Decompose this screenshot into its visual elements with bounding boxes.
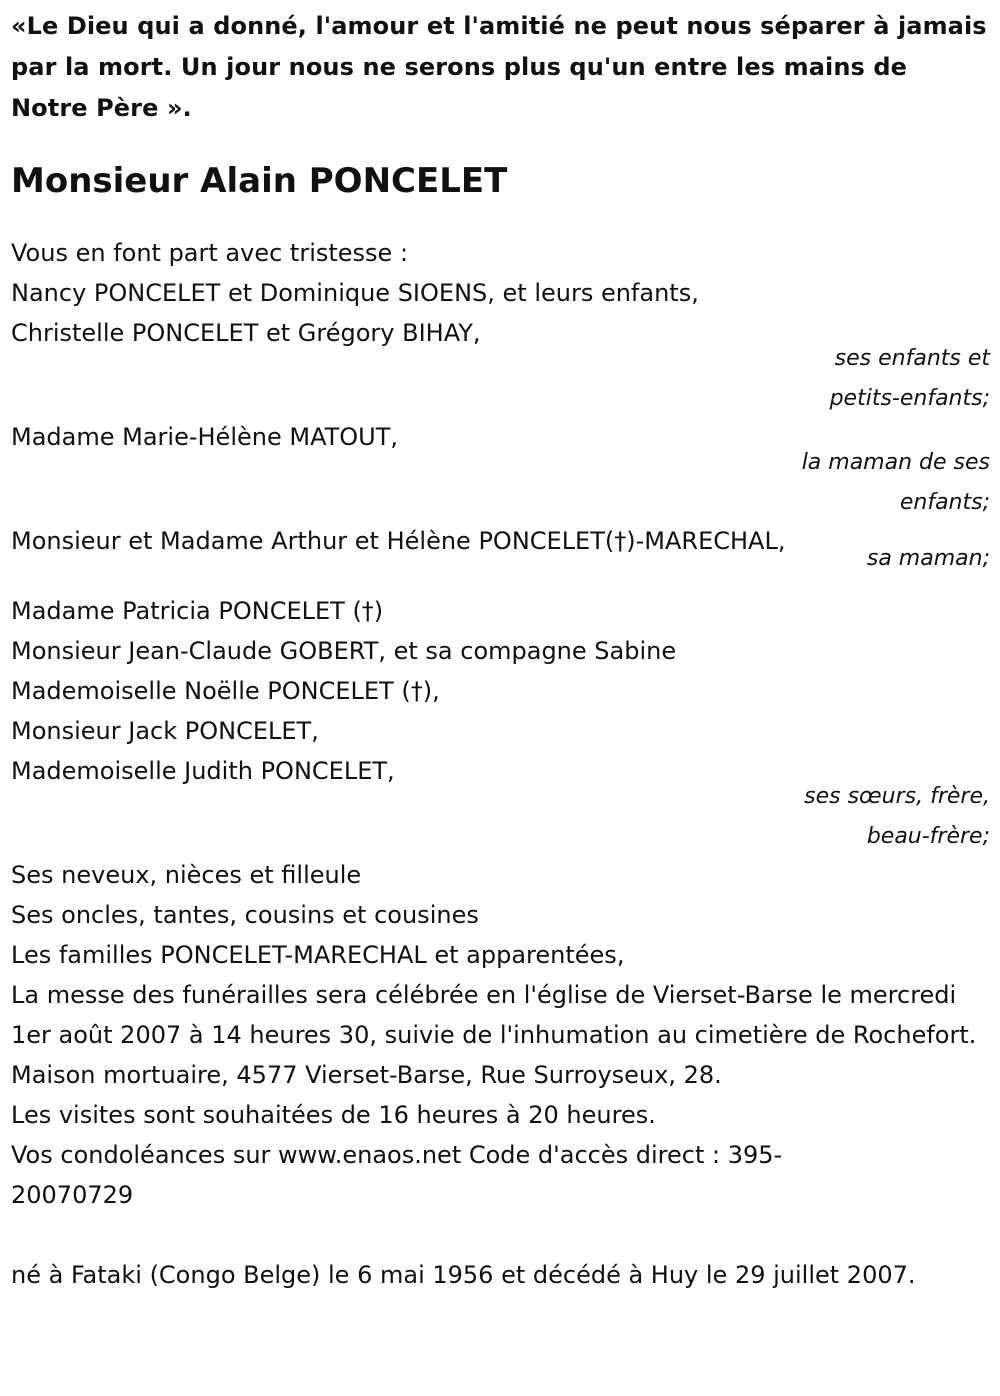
opening-quote: «Le Dieu qui a donné, l'amour et l'amitié ne peut nous séparer à jamais par la mort. Un jour nous ne serons plus qu'un entre les mains de Notre Père ».	[11, 12, 987, 122]
relation-label: beau-frère;	[866, 824, 990, 849]
deceased-name: Monsieur Alain PONCELET	[11, 161, 508, 201]
visiting-hours: Les visites sont souhaitées de 16 heures à 20 heures.	[11, 1101, 656, 1129]
family-line: Christelle PONCELET et Grégory BIHAY,	[11, 319, 481, 347]
family-line: Mademoiselle Noëlle PONCELET (†),	[11, 677, 440, 705]
notice-body	[11, 233, 992, 1295]
relation-label: ses enfants et	[834, 346, 990, 371]
relation-label: ses sœurs, frère,	[804, 784, 990, 809]
family-line: Madame Marie-Hélène MATOUT,	[11, 423, 399, 451]
relatives-line: Ses oncles, tantes, cousins et cousines	[11, 901, 479, 929]
relatives-line: Les familles PONCELET-MARECHAL et apparentées,	[11, 941, 625, 969]
family-line: Nancy PONCELET et Dominique SIOENS, et leurs enfants,	[11, 279, 699, 307]
relatives-line: Ses neveux, nièces et filleule	[11, 861, 362, 889]
family-line: Monsieur Jean-Claude GOBERT, et sa compagne Sabine	[11, 637, 677, 665]
intro-line: Vous en font part avec tristesse :	[11, 239, 409, 267]
obituary-notice	[11, 0, 992, 1295]
birth-death-info: né à Fataki (Congo Belge) le 6 mai 1956 et décédé à Huy le 29 juillet 2007.	[11, 1261, 916, 1289]
family-line: Mademoiselle Judith PONCELET,	[11, 757, 395, 785]
family-line: Monsieur et Madame Arthur et Hélène PONCELET(†)-MARECHAL,	[11, 527, 786, 555]
relation-label: enfants;	[899, 490, 990, 515]
mortuary-address: Maison mortuaire, 4577 Vierset-Barse, Rue Surroyseux, 28.	[11, 1061, 722, 1089]
family-line: Monsieur Jack PONCELET,	[11, 717, 319, 745]
funeral-info: La messe des funérailles sera célébrée en l'église de Vierset-Barse le mercredi 1er août 2007 à 14 heures 30, suivie de l'inhumation au cimetière de Rochefort.	[11, 981, 977, 1049]
relation-label: petits-enfants;	[829, 386, 990, 411]
spacer	[11, 1215, 992, 1255]
family-line: Madame Patricia PONCELET (†)	[11, 597, 384, 625]
relation-label: sa maman;	[866, 546, 990, 571]
relation-label: la maman de ses	[801, 450, 990, 475]
condolences-info: Vos condoléances sur www.enaos.net Code d'accès direct : 395-20070729	[11, 1141, 783, 1209]
